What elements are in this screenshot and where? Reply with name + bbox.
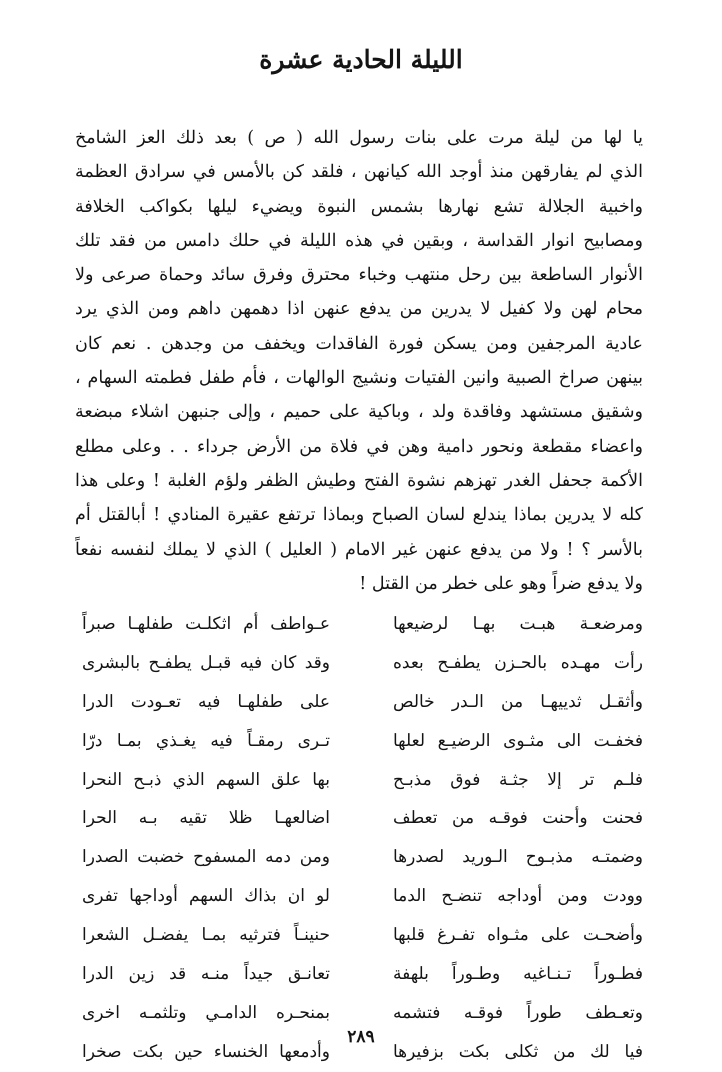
verse-second-hemistich: اضالعهـا ظلا تقيه بـه الحرا bbox=[82, 808, 330, 829]
prose-line: ومصابيح انوار القداسة ، وبقين في هذه الليلة في حلك دامس من فقد تلك bbox=[75, 230, 643, 251]
verse-second-hemistich: وأدمعها الخنساء حين بكت صخرا bbox=[82, 1041, 330, 1062]
verse-second-hemistich: لو ان بذاك السهم أوداجها تفرى bbox=[82, 886, 330, 907]
prose-line: عادية المرجفين ومن يسكن فورة الفاقدات ويخفف من وجدهن . نعم كان bbox=[75, 333, 643, 354]
verse-first-hemistich: رأت مهـده بالحـزن يطفـح بعده bbox=[393, 652, 643, 673]
prose-line: الأنوار الساطعة بين رحل منتهب وخباء محترق وفرق سائد وحماة صرعى ولا bbox=[75, 265, 643, 286]
verse-first-hemistich: وودت ومن أوداجه تنضـح الدما bbox=[393, 886, 643, 907]
poem bbox=[75, 605, 643, 1072]
poem-verse bbox=[75, 761, 643, 800]
prose-line: يا لها من ليلة مرت على بنات رسول الله ( ص ) بعد ذلك العز الشامخ bbox=[75, 128, 643, 148]
prose-line: بينهن صراخ الصبية وانين الفتيات ونشيج الوالهات ، فأم طفل فطمته السهام ، bbox=[75, 368, 643, 389]
page-number: ٢٨٩ bbox=[347, 1027, 375, 1047]
poem-verse bbox=[75, 722, 643, 761]
verse-second-hemistich: عـواطف أم اثكلـت طفلهـا صبراً bbox=[82, 614, 330, 634]
prose-line: واخبية الجلالة تشع نهارها بشمس النبوة ويضيء ليلها بكواكب الخلافة bbox=[75, 196, 643, 217]
prose-line: الأكمة جحفل الغدر تهزهم نشوة الفتح وطيش الظفر ولؤم الغلبة ! وعلى هذا bbox=[75, 470, 643, 491]
verse-first-hemistich: وأضحـت على مثـواه تفـرغ قلبها bbox=[393, 925, 643, 946]
verse-first-hemistich: فيا لك من ثكلى بكت بزفيرها bbox=[393, 1041, 643, 1062]
verse-second-hemistich: بها علق السهم الذي ذبـح النحرا bbox=[82, 769, 330, 790]
poem-verse bbox=[75, 838, 643, 877]
prose-line: الذي لم يفارقهن منذ أوجد الله كيانهن ، فلقد كن بالأمس في سرادق العظمة bbox=[75, 162, 643, 183]
verse-second-hemistich: على طفلهـا فيه تعـودت الدرا bbox=[82, 691, 330, 712]
verse-second-hemistich: تعانـق جيداً منـه قد زين الدرا bbox=[82, 964, 330, 985]
poem-verse bbox=[75, 799, 643, 838]
verse-first-hemistich: وضمتـه مذبـوح الـوريد لصدرها bbox=[393, 847, 643, 868]
verse-second-hemistich: ومن دمه المسفوح خضبت الصدرا bbox=[82, 847, 330, 868]
poem-verse bbox=[75, 605, 643, 644]
verse-first-hemistich: فخفـت الى مثـوى الرضيـع لعلها bbox=[393, 730, 643, 751]
prose-line: وشقيق مستشهد وفاقدة ولد ، وباكية على حميم ، وإلى جنبهن اشلاء مبضعة bbox=[75, 402, 643, 423]
verse-second-hemistich: بمنحـره الدامـي وتلثمـه اخرى bbox=[82, 1002, 330, 1023]
verse-first-hemistich: فطـوراً تـنـاغيه وطـوراً بلهفة bbox=[393, 964, 643, 985]
verse-first-hemistich: ومرضعـة هبـت بهـا لرضيعها bbox=[393, 614, 643, 634]
poem-verse bbox=[75, 916, 643, 955]
verse-first-hemistich: فحنت وأحنت فوقـه من تعطف bbox=[393, 808, 643, 829]
prose-line: ولا يدفع ضراً وهو على خطر من القتل ! bbox=[359, 573, 643, 594]
prose-line: كله لا يدرين بماذا يندلع لسان الصباح وبماذا ترتفع عقيرة المنادي ! أبالقتل أم bbox=[75, 505, 643, 526]
poem-verse bbox=[75, 955, 643, 994]
verse-first-hemistich: وأثقـل ثدييهـا من الـدر خالص bbox=[393, 691, 643, 712]
chapter-title: الليلة الحادية عشرة bbox=[259, 45, 463, 74]
poem-verse bbox=[75, 877, 643, 916]
prose-line: محام لهن ولا كفيل لا يدرين من يدفع عنهن اذا دهمهن داهم ومن الذي يرد bbox=[75, 299, 643, 320]
prose-line: واعضاء مقطعة ونحور دامية وهن في فلاة من الأرض جرداء . . وعلى مطلع bbox=[75, 436, 643, 457]
verse-first-hemistich: وتعـطف طوراً فوقـه فتشمه bbox=[393, 1002, 643, 1023]
verse-second-hemistich: وقد كان فيه قبـل يطفـح بالبشرى bbox=[82, 652, 330, 673]
poem-verse bbox=[75, 644, 643, 683]
verse-second-hemistich: حنينـاً فترثيه بمـا يفضـل الشعرا bbox=[82, 925, 330, 946]
poem-verse bbox=[75, 683, 643, 722]
verse-second-hemistich: تـرى رمقـاً فيه يغـذي بمـا درّا bbox=[82, 730, 330, 751]
verse-first-hemistich: فلـم تر إلا جثـة فوق مذبـح bbox=[393, 769, 643, 790]
prose-line: بالأسر ؟ ! ولا من يدفع عنهن غير الامام ( العليل ) الذي لا يملك لنفسه نفعاً bbox=[75, 539, 643, 560]
prose-paragraph bbox=[75, 121, 643, 601]
